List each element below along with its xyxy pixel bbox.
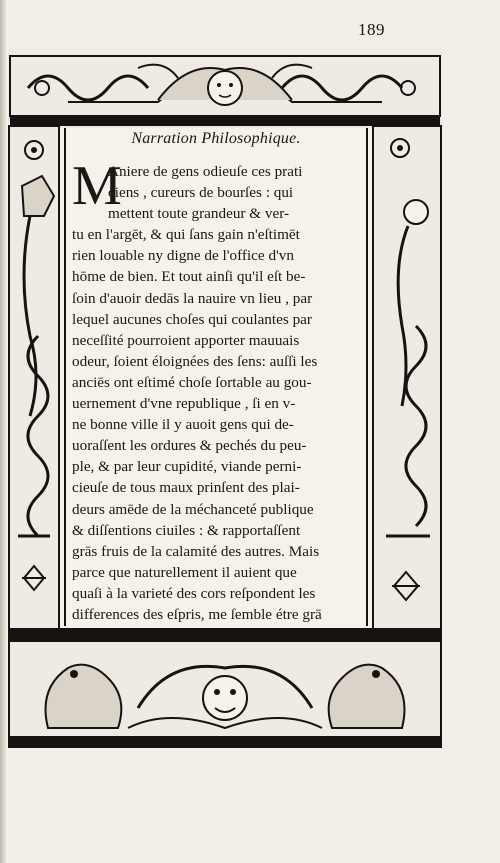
text-line: ciens , cureurs de bourſes : qui	[108, 184, 294, 202]
text-line: mettent toute grandeur & ver-	[108, 205, 290, 223]
text-line: anciēs ont eſtimé choſe ſortable au gou-	[72, 373, 312, 391]
text-line: uernement d'vne republique , ſi en v-	[72, 395, 296, 413]
text-line: ſoin d'auoir dedās la nauire vn lieu , par	[72, 289, 313, 307]
lions-mask-ornament	[8, 628, 442, 748]
binding-gutter	[0, 0, 6, 863]
section-heading: Narration Philosophique.	[131, 130, 301, 147]
text-line: uoraſſent les ordures & pechés du peu-	[72, 437, 307, 455]
text-line: lequel aucunes choſes qui coulantes par	[72, 310, 312, 328]
text-line: odeur, ſoient éloignées des ſens: auſſi les	[72, 352, 318, 370]
text-line: deurs amēde de la méchanceté publique	[72, 500, 314, 518]
text-line: & diſſentions ciuiles : & rapportaſſent	[72, 521, 301, 539]
text-line: neceſſité pourroient apporter mauuais	[72, 331, 300, 349]
text-line: hōme de bien. Et tout ainſi qu'il eſt be-	[72, 268, 306, 286]
text-line: grās fruis de la calamité des autres. Mais	[72, 542, 320, 560]
drop-cap: M	[72, 155, 122, 217]
cherub-scroll-ornament	[8, 48, 442, 128]
female-herm-pillar-ornament	[372, 126, 442, 630]
text-line: rien louable ny digne de l'office d'vn	[72, 247, 294, 265]
page-number: 189	[358, 20, 385, 39]
text-line: ple, & par leur cupidité, viande perni-	[72, 458, 302, 476]
text-line: Aniere de gens odieuſe ces prati	[108, 163, 303, 180]
body-text	[72, 161, 364, 667]
satyr-pillar-ornament	[8, 126, 60, 630]
text-line: tu en l'argēt, & qui ſans gain n'eſtimēt	[72, 226, 300, 244]
text-line: ne bonne ville il y auoit gens qui de-	[72, 416, 294, 434]
text-line: differences des eſpris, me ſemble étre grā	[72, 605, 322, 623]
text-line: quaſi à la varieté des cors reſpondent les	[72, 584, 316, 602]
text-line: cieuſe de tous maux prinſent des plai-	[72, 479, 300, 497]
narrative-text-panel	[64, 128, 368, 626]
text-line: parce que naturellement il auient que	[72, 563, 297, 581]
